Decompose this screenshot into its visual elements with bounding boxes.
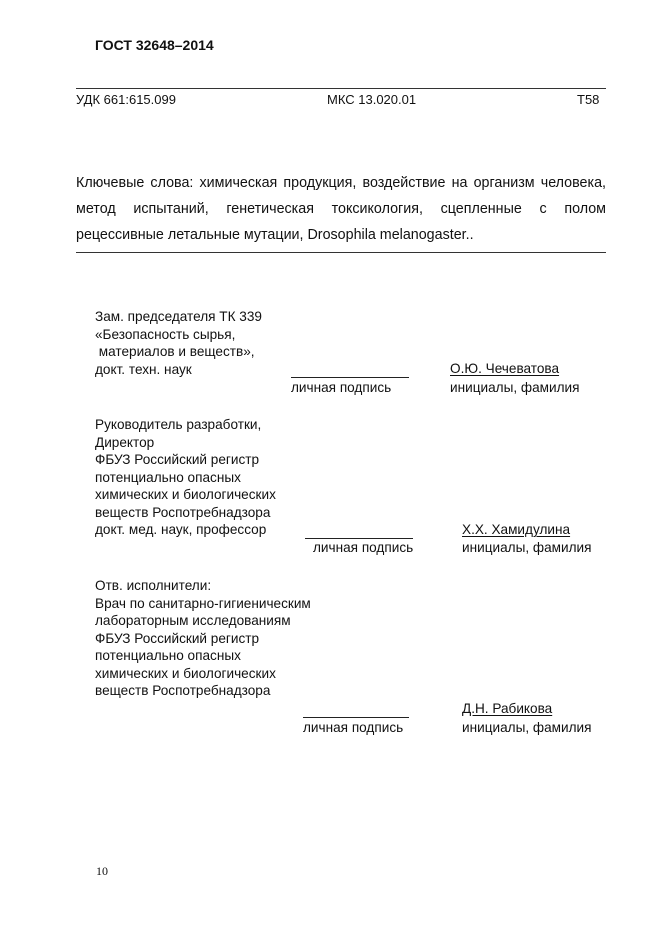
signatory-1-title — [95, 308, 262, 378]
top-rule — [76, 88, 606, 89]
standard-number: ГОСТ 32648–2014 — [95, 37, 214, 53]
title-line: химических и биологических — [95, 487, 276, 502]
signature-caption-1: личная подпись — [291, 380, 392, 395]
title-line: химических и биологических — [95, 665, 276, 681]
signature-caption-3: личная подпись — [303, 720, 404, 735]
signatory-3-title — [95, 577, 311, 700]
signatory-name-3: Д.Н. Рабикова — [462, 701, 553, 716]
signatory-2-title — [95, 416, 276, 539]
signatory-name-1: О.Ю. Чечеватова — [450, 361, 560, 376]
classification-code: Т58 — [577, 92, 600, 107]
title-line: докт. мед. наук, профессор — [95, 522, 267, 537]
keywords-rule — [76, 252, 606, 253]
name-caption-3: инициалы, фамилия — [462, 720, 592, 735]
name-caption-1: инициалы, фамилия — [450, 380, 580, 395]
udk-code: УДК 661:615.099 — [76, 92, 176, 107]
title-line: потенциально опасных — [95, 469, 241, 485]
title-line: докт. техн. наук — [95, 361, 192, 377]
title-line: веществ Роспотребнадзора — [95, 683, 271, 698]
title-line: Отв. исполнители: — [95, 578, 212, 593]
title-line: «Безопасность сырья, — [95, 326, 236, 342]
title-line: ФБУЗ Российский регистр — [95, 630, 260, 646]
name-caption-2: инициалы, фамилия — [462, 540, 592, 555]
title-line: Директор — [95, 434, 155, 450]
title-line: лабораторным исследованиям — [95, 613, 291, 628]
title-line: веществ Роспотребнадзора — [95, 504, 271, 520]
signature-line-3 — [303, 717, 409, 718]
signature-line-2 — [305, 538, 413, 539]
signatory-name-2: Х.Х. Хамидулина — [462, 522, 571, 537]
title-line: потенциально опасных — [95, 648, 241, 663]
title-line: ФБУЗ Российский регистр — [95, 452, 260, 467]
title-line: Врач по санитарно-гигиеническим — [95, 595, 311, 611]
signature-caption-2: личная подпись — [313, 540, 414, 555]
title-line: материалов и веществ», — [95, 344, 255, 359]
title-line: Зам. председателя ТК 339 — [95, 309, 262, 324]
title-line: Руководитель разработки, — [95, 417, 262, 432]
signature-line-1 — [291, 377, 409, 378]
mks-code: МКС 13.020.01 — [327, 92, 417, 107]
keywords-paragraph: Ключевые слова: химическая продукция, воздействие на организм человека, метод испытаний, генетическая токсикология, сцепленные с полом рецессивные летальные мутации, Drosophila melanogaster.. — [76, 175, 606, 243]
page-number: 10 — [96, 864, 108, 878]
